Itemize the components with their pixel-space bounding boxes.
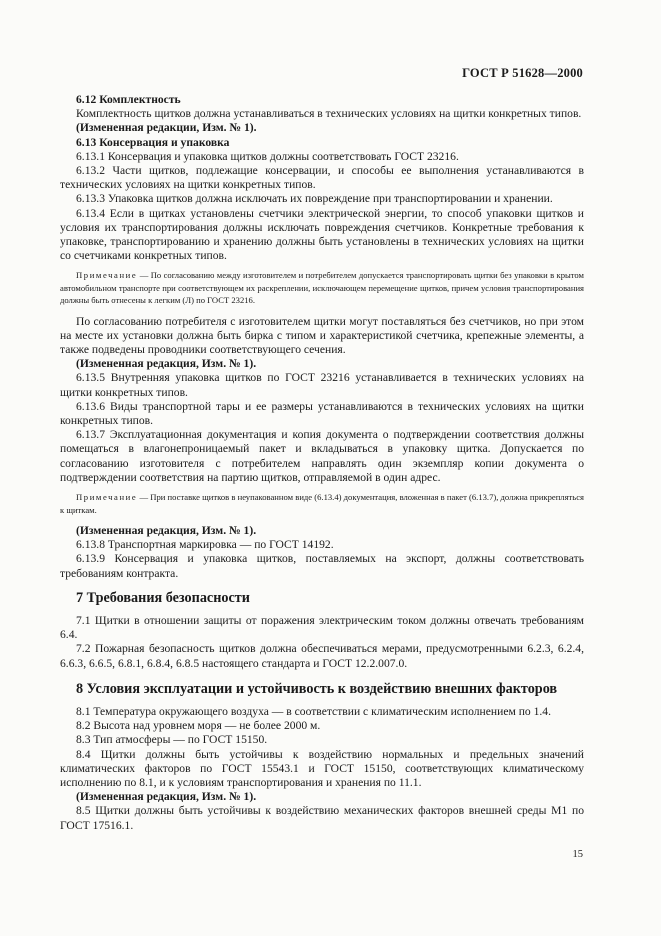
- section-heading-6-12: 6.12 Комплектность: [76, 93, 181, 106]
- paragraph-6-13-2: 6.13.2 Части щитков, подлежащие консервации, и способы ее выполнения устанавливаются в технических условиях на щитки конкретных типов.: [60, 164, 584, 192]
- paragraph-6-13-7: 6.13.7 Эксплуатационная документация и копия документа о подтверждении соответствия должны помещаться в влагонепроницаемый пакет и вкладываться в упаковку щитка. Допускается по согласованию изготовителя с потребителем направлять один экземпляр копии документа о подтверждении соответствия на партию щитков, отправляемой в один адрес.: [60, 428, 584, 484]
- paragraph-6-13-5: 6.13.5 Внутренняя упаковка щитков по ГОСТ 23216 устанавливается в технических условиях на щитки конкретных типов.: [60, 371, 584, 399]
- paragraph-6-13-6: 6.13.6 Виды транспортной тары и ее размеры устанавливаются в технических условиях на щитки конкретных типов.: [60, 399, 584, 428]
- paragraph-6-13-3: 6.13.3 Упаковка щитков должна исключать их повреждение при транспортировании и хранении.: [76, 192, 553, 206]
- page-content: [60, 93, 584, 833]
- note-6-13-7: [60, 491, 584, 516]
- amendment-note: (Измененная редакции, Изм. № 1).: [76, 121, 257, 135]
- paragraph-8-2: 8.2 Высота над уровнем моря — не более 2000 м.: [76, 719, 321, 733]
- section-heading-7: 7 Требования безопасности: [76, 589, 250, 606]
- note-6-13-4: [60, 269, 584, 306]
- paragraph-6-12: Комплектность щитков должна устанавливаться в технических условиях на щитки конкретных типов.: [76, 107, 582, 121]
- paragraph-8-5: 8.5 Щитки должны быть устойчивы к воздействию механических факторов внешней среды M1 по ГОСТ 17516.1.: [60, 804, 584, 832]
- paragraph-6-13-4: 6.13.4 Если в щитках установлены счетчики электрической энергии, то способ упаковки щитков и условия их транспортирования должны исключать повреждения счетчиков. Конкретные требования к упаковке, транспортированию и хранению должны быть установлены в технических условиях на щитки со счетчиками конкретных типов.: [60, 206, 584, 263]
- page-header: ГОСТ Р 51628—2000: [462, 66, 583, 80]
- paragraph-6-13-8: 6.13.8 Транспортная маркировка — по ГОСТ 14192.: [76, 538, 334, 552]
- note-label: Примечание: [76, 492, 138, 503]
- paragraph-6-13-4-b: По согласованию потребителя с изготовителем щитки могут поставляться без счетчиков, но при этом на месте их установки должна быть бирка с типом и характеристикой счетчика, крепежные элементы, а также подведены проводники соответствующего сечения.: [60, 314, 584, 357]
- section-heading-6-13: 6.13 Консервация и упаковка: [76, 135, 230, 149]
- note-text: — При поставке щитков в неупакованном виде (6.13.4) документация, вложенная в пакет (6.13.7), должна прикрепляться к щиткам.: [60, 492, 584, 515]
- amendment-note: (Измененная редакция, Изм. № 1).: [76, 523, 257, 537]
- amendment-note: (Измененная редакция, Изм. № 1).: [76, 790, 257, 804]
- paragraph-8-3: 8.3 Тип атмосферы — по ГОСТ 15150.: [76, 733, 268, 747]
- paragraph-7-1: 7.1 Щитки в отношении защиты от поражения электрическим током должны отвечать требованиям 6.4.: [60, 613, 584, 642]
- paragraph-8-4: 8.4 Щитки должны быть устойчивы к воздействию нормальных и предельных значений климатических факторов по ГОСТ 15543.1 и ГОСТ 15150, соответствующих климатическому исполнению по 8.1, и к условиям транспортирования и хранения по 11.1.: [60, 747, 584, 789]
- note-label: Примечание: [76, 270, 138, 281]
- paragraph-6-13-1: 6.13.1 Консервация и упаковка щитков должны соответствовать ГОСТ 23216.: [76, 149, 459, 163]
- paragraph-7-2: 7.2 Пожарная безопасность щитков должна обеспечиваться мерами, предусмотренными 6.2.3, 6.2.4, 6.6.3, 6.6.5, 6.8.1, 6.8.4, 6.8.5 настоящего стандарта и ГОСТ 12.2.007.0.: [60, 642, 584, 670]
- page-number: 15: [572, 849, 583, 860]
- note-text: — По согласованию между изготовителем и потребителем допускается транспортировать щитки без упаковки в крытом автомобильном транспорте при соответствующем их раскреплении, исключающем перемещение щитков, причем условия транспортирования должны быть отнесены к легким (Л) по ГОСТ 23216.: [60, 270, 584, 306]
- section-heading-8: 8 Условия эксплуатации и устойчивость к воздействию внешних факторов: [76, 680, 558, 697]
- amendment-note: (Измененная редакция, Изм. № 1).: [76, 357, 257, 371]
- paragraph-8-1: 8.1 Температура окружающего воздуха — в соответствии с климатическим исполнением по 1.4.: [76, 704, 551, 718]
- paragraph-6-13-9: 6.13.9 Консервация и упаковка щитков, поставляемых на экспорт, должны соответствовать требованиям контракта.: [60, 552, 584, 580]
